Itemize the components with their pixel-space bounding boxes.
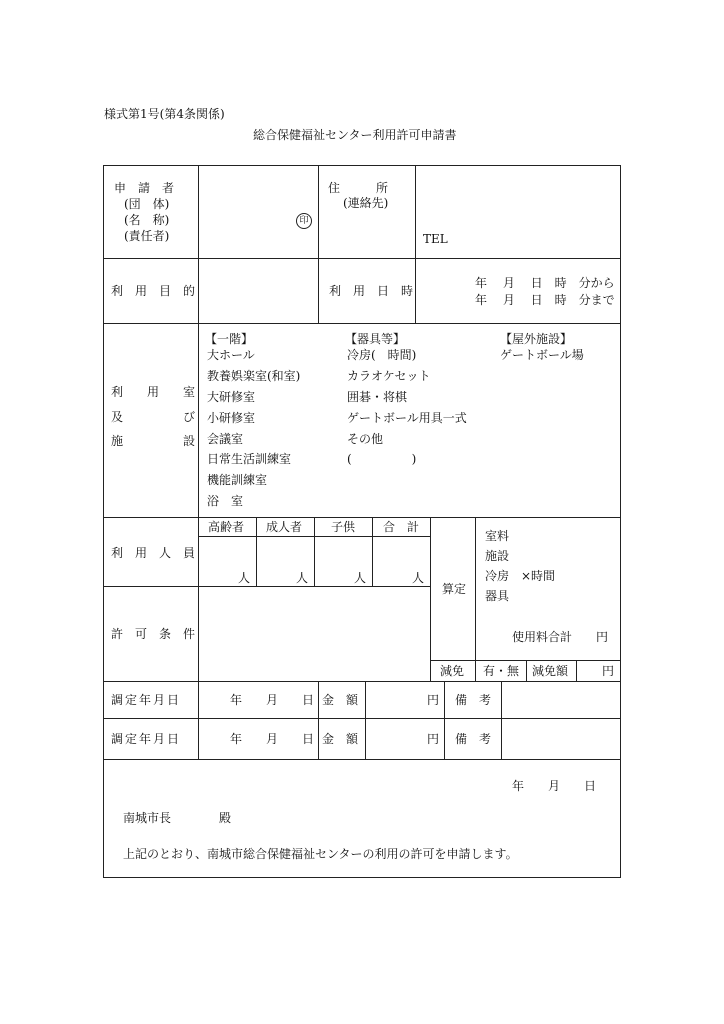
floor-header: 【一階】: [205, 332, 254, 346]
applicant-responsible-label: (責任者): [124, 229, 170, 243]
adjust-remarks-label: 備 考: [455, 693, 492, 707]
users-unit: 人: [412, 571, 425, 585]
calc-total: 使用料合計 円: [512, 630, 609, 644]
adjust-date-value: 年 月 日: [230, 693, 315, 707]
calc-col-line: [475, 517, 476, 681]
facility-item: 大ホール: [207, 348, 255, 362]
row-line: [103, 586, 431, 587]
seal-mark: 印: [296, 213, 312, 229]
frame-top: [103, 165, 621, 166]
adjust-amount-label: 金 額: [322, 732, 359, 746]
row-line: [103, 323, 621, 324]
adjust-date-value: 年 月 日: [230, 732, 315, 746]
users-header-adult: 成人者: [266, 520, 303, 534]
facility-item: 教養娯楽室(和室): [207, 369, 301, 383]
reduction-label: 減免: [440, 664, 465, 678]
frame-left: [103, 165, 104, 878]
users-unit: 人: [238, 571, 251, 585]
applicant-label: 申 請 者: [114, 181, 175, 195]
adjust-date-label: 調定年月日: [111, 732, 182, 746]
equipment-item: 囲碁・将棋: [347, 390, 408, 404]
adjust-col-line: [444, 681, 445, 759]
form-number: 様式第1号(第4条関係): [104, 107, 225, 121]
adjust-col-line: [318, 681, 319, 759]
users-unit: 人: [296, 571, 309, 585]
row-line: [103, 681, 621, 682]
tel-label: TEL: [423, 232, 448, 246]
form-title: 総合保健福祉センター利用許可申請書: [253, 128, 457, 142]
users-col-line: [256, 517, 257, 586]
equipment-header: 【器具等】: [345, 332, 406, 346]
facility-item: 日常生活訓練室: [207, 452, 292, 466]
datetime-from: 年 月 日 時 分から: [475, 276, 615, 290]
frame-bottom: [103, 877, 621, 878]
outdoor-item: ゲートボール場: [500, 348, 584, 362]
users-header-elderly: 高齢者: [208, 520, 245, 534]
facility-label: 及 び: [111, 410, 196, 424]
calc-equipment: 器具: [485, 589, 510, 603]
users-col-line: [430, 517, 431, 681]
facility-item: 大研修室: [207, 390, 256, 404]
equipment-item: ( ): [347, 452, 417, 466]
purpose-label: 利 用 目 的: [111, 284, 196, 298]
applicant-name-label: (名 称): [124, 213, 170, 227]
adjust-col-line: [365, 681, 366, 759]
facility-item: 機能訓練室: [207, 473, 268, 487]
facility-label: 施 設: [111, 434, 196, 448]
users-label: 利 用 人 員: [111, 546, 196, 560]
equipment-item: カラオケセット: [347, 369, 431, 383]
datetime-to: 年 月 日 時 分まで: [475, 293, 615, 307]
users-col-line: [372, 517, 373, 586]
row-line: [103, 718, 621, 719]
application-statement: 上記のとおり、南城市総合保健福祉センターの利用の許可を申請します。: [123, 847, 518, 861]
calc-cooling: 冷房 ×時間: [485, 569, 556, 583]
adjust-col-line: [501, 681, 502, 759]
adjust-amount-label: 金 額: [322, 693, 359, 707]
outdoor-header: 【屋外施設】: [500, 332, 573, 346]
adjust-yen: 円: [427, 732, 440, 746]
calc-facility: 施設: [485, 549, 510, 563]
facility-item: 浴 室: [207, 494, 244, 508]
reduction-col-line: [526, 660, 527, 681]
row-line: [103, 759, 621, 760]
reduction-col-line: [576, 660, 577, 681]
addressee: 南城市長 殿: [123, 811, 232, 825]
address-label: 住 所: [328, 181, 389, 195]
facility-label: 利 用 室: [111, 385, 196, 399]
calc-label: 算定: [442, 582, 467, 596]
adjust-date-label: 調定年月日: [111, 693, 182, 707]
application-date: 年 月 日: [512, 779, 597, 793]
calc-room: 室料: [485, 529, 510, 543]
facility-item: 小研修室: [207, 411, 256, 425]
row-line: [103, 258, 621, 259]
frame-right: [620, 165, 621, 878]
adjust-yen: 円: [427, 693, 440, 707]
contact-label: (連絡先): [343, 196, 389, 210]
conditions-label: 許 可 条 件: [111, 627, 196, 641]
reduction-choice: 有・無: [483, 664, 520, 678]
equipment-item: ゲートボール用具一式: [347, 411, 467, 425]
equipment-item: その他: [347, 432, 384, 446]
facility-item: 会議室: [207, 432, 244, 446]
users-unit: 人: [354, 571, 367, 585]
adjust-remarks-label: 備 考: [455, 732, 492, 746]
applicant-group-label: (団 体): [124, 197, 170, 211]
reduction-amount-label: 減免額: [532, 664, 569, 678]
users-col-line: [314, 517, 315, 586]
col-line: [318, 165, 319, 323]
row-line: [103, 517, 621, 518]
reduction-yen: 円: [602, 664, 615, 678]
users-header-child: 子供: [331, 520, 356, 534]
label-col-line: [198, 165, 199, 759]
users-header-total: 合 計: [383, 520, 420, 534]
datetime-label: 利 用 日 時: [329, 284, 414, 298]
equipment-item: 冷房( 時間): [347, 348, 417, 362]
col-line: [415, 165, 416, 323]
